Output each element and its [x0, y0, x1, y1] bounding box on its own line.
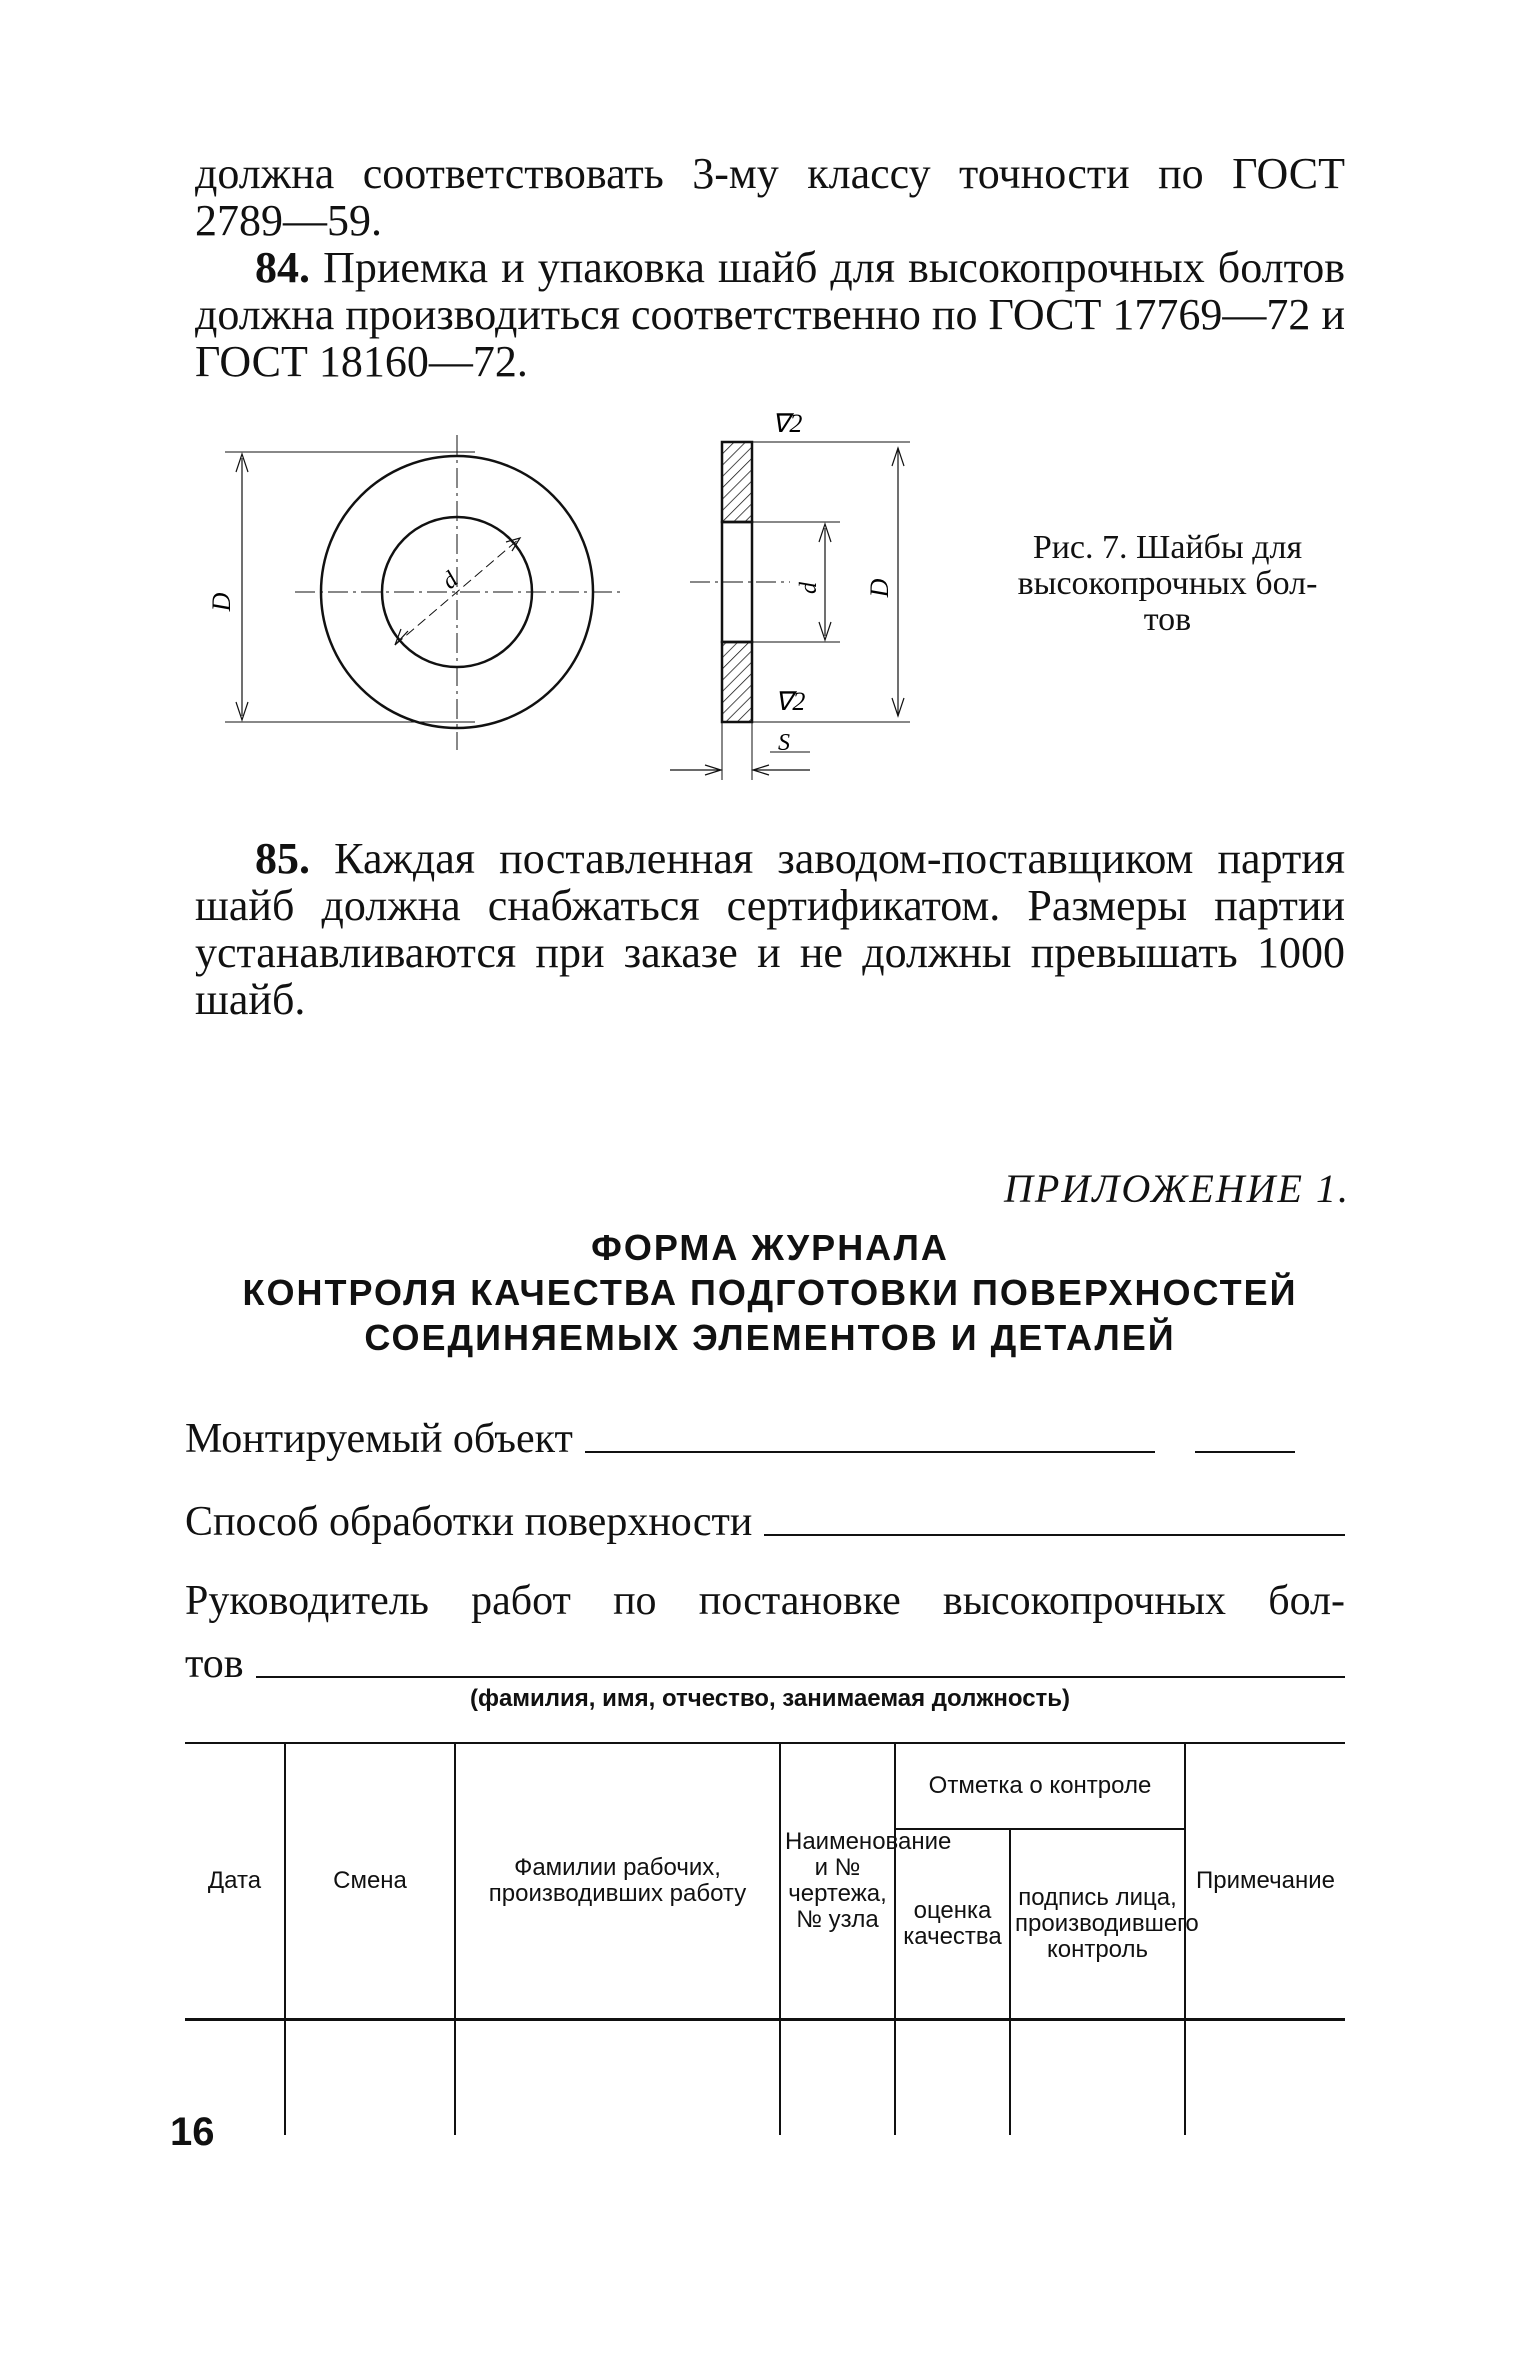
method-field: [185, 1498, 1345, 1546]
field-note: (фамилия, имя, отчество, занимаемая должность): [469, 1685, 1071, 1712]
table-header-row: [185, 1743, 1345, 1829]
dimension-label-S: S: [778, 730, 790, 756]
dimension-label-D-side: D: [865, 578, 894, 598]
paragraph-text: Каждая поставленная заводом-поставщиком партия шайб должна снабжаться сертификатом. Размеры партии устанавливаются при заказе и не должны превышать 1000 шайб.: [195, 834, 1346, 1024]
supervisor-label: Руководитель работ по постановке высокопрочных бол-: [185, 1578, 1345, 1624]
object-field: [185, 1415, 1345, 1463]
header-notes: Примечание: [1185, 1743, 1345, 2020]
washer-side-view: [670, 442, 910, 780]
page-number: 16: [170, 2110, 215, 2154]
paragraph-continuation: [195, 150, 1345, 244]
figure-caption: [985, 530, 1350, 638]
dimension-label-D: D: [207, 592, 236, 612]
roughness-mark-bottom: ∇2: [775, 687, 806, 716]
object-blank-2: [1195, 1451, 1295, 1453]
roughness-mark-top: ∇2: [772, 410, 803, 438]
table-cell: [895, 2020, 1010, 2136]
title-line: КОНТРОЛЯ КАЧЕСТВА ПОДГОТОВКИ ПОВЕРХНОСТЕЙ: [242, 1272, 1298, 1313]
method-label: Способ обработки поверхности: [185, 1499, 753, 1545]
appendix-label: ПРИЛОЖЕНИЕ 1.: [1004, 1166, 1350, 1211]
supervisor-field: [185, 1577, 1345, 1625]
supervisor-label-cont: тов: [185, 1641, 244, 1687]
paragraph-line: должна соответствовать 3-му классу точности по ГОСТ: [195, 149, 1345, 198]
title-line: СОЕДИНЯЕМЫХ ЭЛЕМЕНТОВ И ДЕТАЛЕЙ: [364, 1317, 1176, 1358]
paragraph-84: [195, 244, 1345, 385]
header-drawing: Наименование и № чертежа, № узла: [780, 1743, 895, 2020]
method-blank: [764, 1534, 1345, 1536]
object-label: Монтируемый объект: [185, 1416, 573, 1462]
paragraph-number: 84.: [255, 243, 310, 292]
caption-line: высокопрочных бол-: [1017, 565, 1318, 602]
header-quality: оценка качества: [895, 1829, 1010, 2020]
header-date: Дата: [185, 1743, 285, 2020]
journal-table: [185, 1742, 1345, 2135]
object-blank: [585, 1451, 1155, 1453]
supervisor-blank: [256, 1676, 1345, 1678]
header-shift: Смена: [285, 1743, 455, 2020]
table-cell: [1010, 2020, 1185, 2136]
appendix-title: [195, 1225, 1345, 1360]
dimension-label-d: d: [437, 566, 464, 595]
dimension-label-d-side: d: [796, 582, 822, 594]
header-workers: Фамилии рабочих, производивших работу: [455, 1743, 780, 2020]
table-cell: [780, 2020, 895, 2136]
table-cell: [455, 2020, 780, 2136]
paragraph-text: Приемка и упаковка шайб для высокопрочных болтов должна производиться соответственно по ГОСТ 17769—72 и ГОСТ 18160—72.: [195, 243, 1345, 386]
header-control: Отметка о контроле: [895, 1743, 1185, 1829]
table-cell: [1185, 2020, 1345, 2136]
header-signature: подпись лица, производившего контроль: [1010, 1829, 1185, 2020]
title-line: ФОРМА ЖУРНАЛА: [591, 1227, 949, 1268]
table-cell: [285, 2020, 455, 2136]
paragraph-85: [195, 835, 1345, 1023]
supervisor-field-cont: [185, 1640, 1345, 1688]
paragraph-line: 2789—59.: [195, 196, 382, 245]
caption-line: Рис. 7. Шайбы для: [1032, 529, 1303, 566]
washer-figure: [200, 410, 930, 790]
paragraph-number: 85.: [255, 834, 310, 883]
caption-line: тов: [1143, 601, 1192, 638]
table-row: [185, 2020, 1345, 2136]
washer-front-view: [225, 435, 620, 750]
